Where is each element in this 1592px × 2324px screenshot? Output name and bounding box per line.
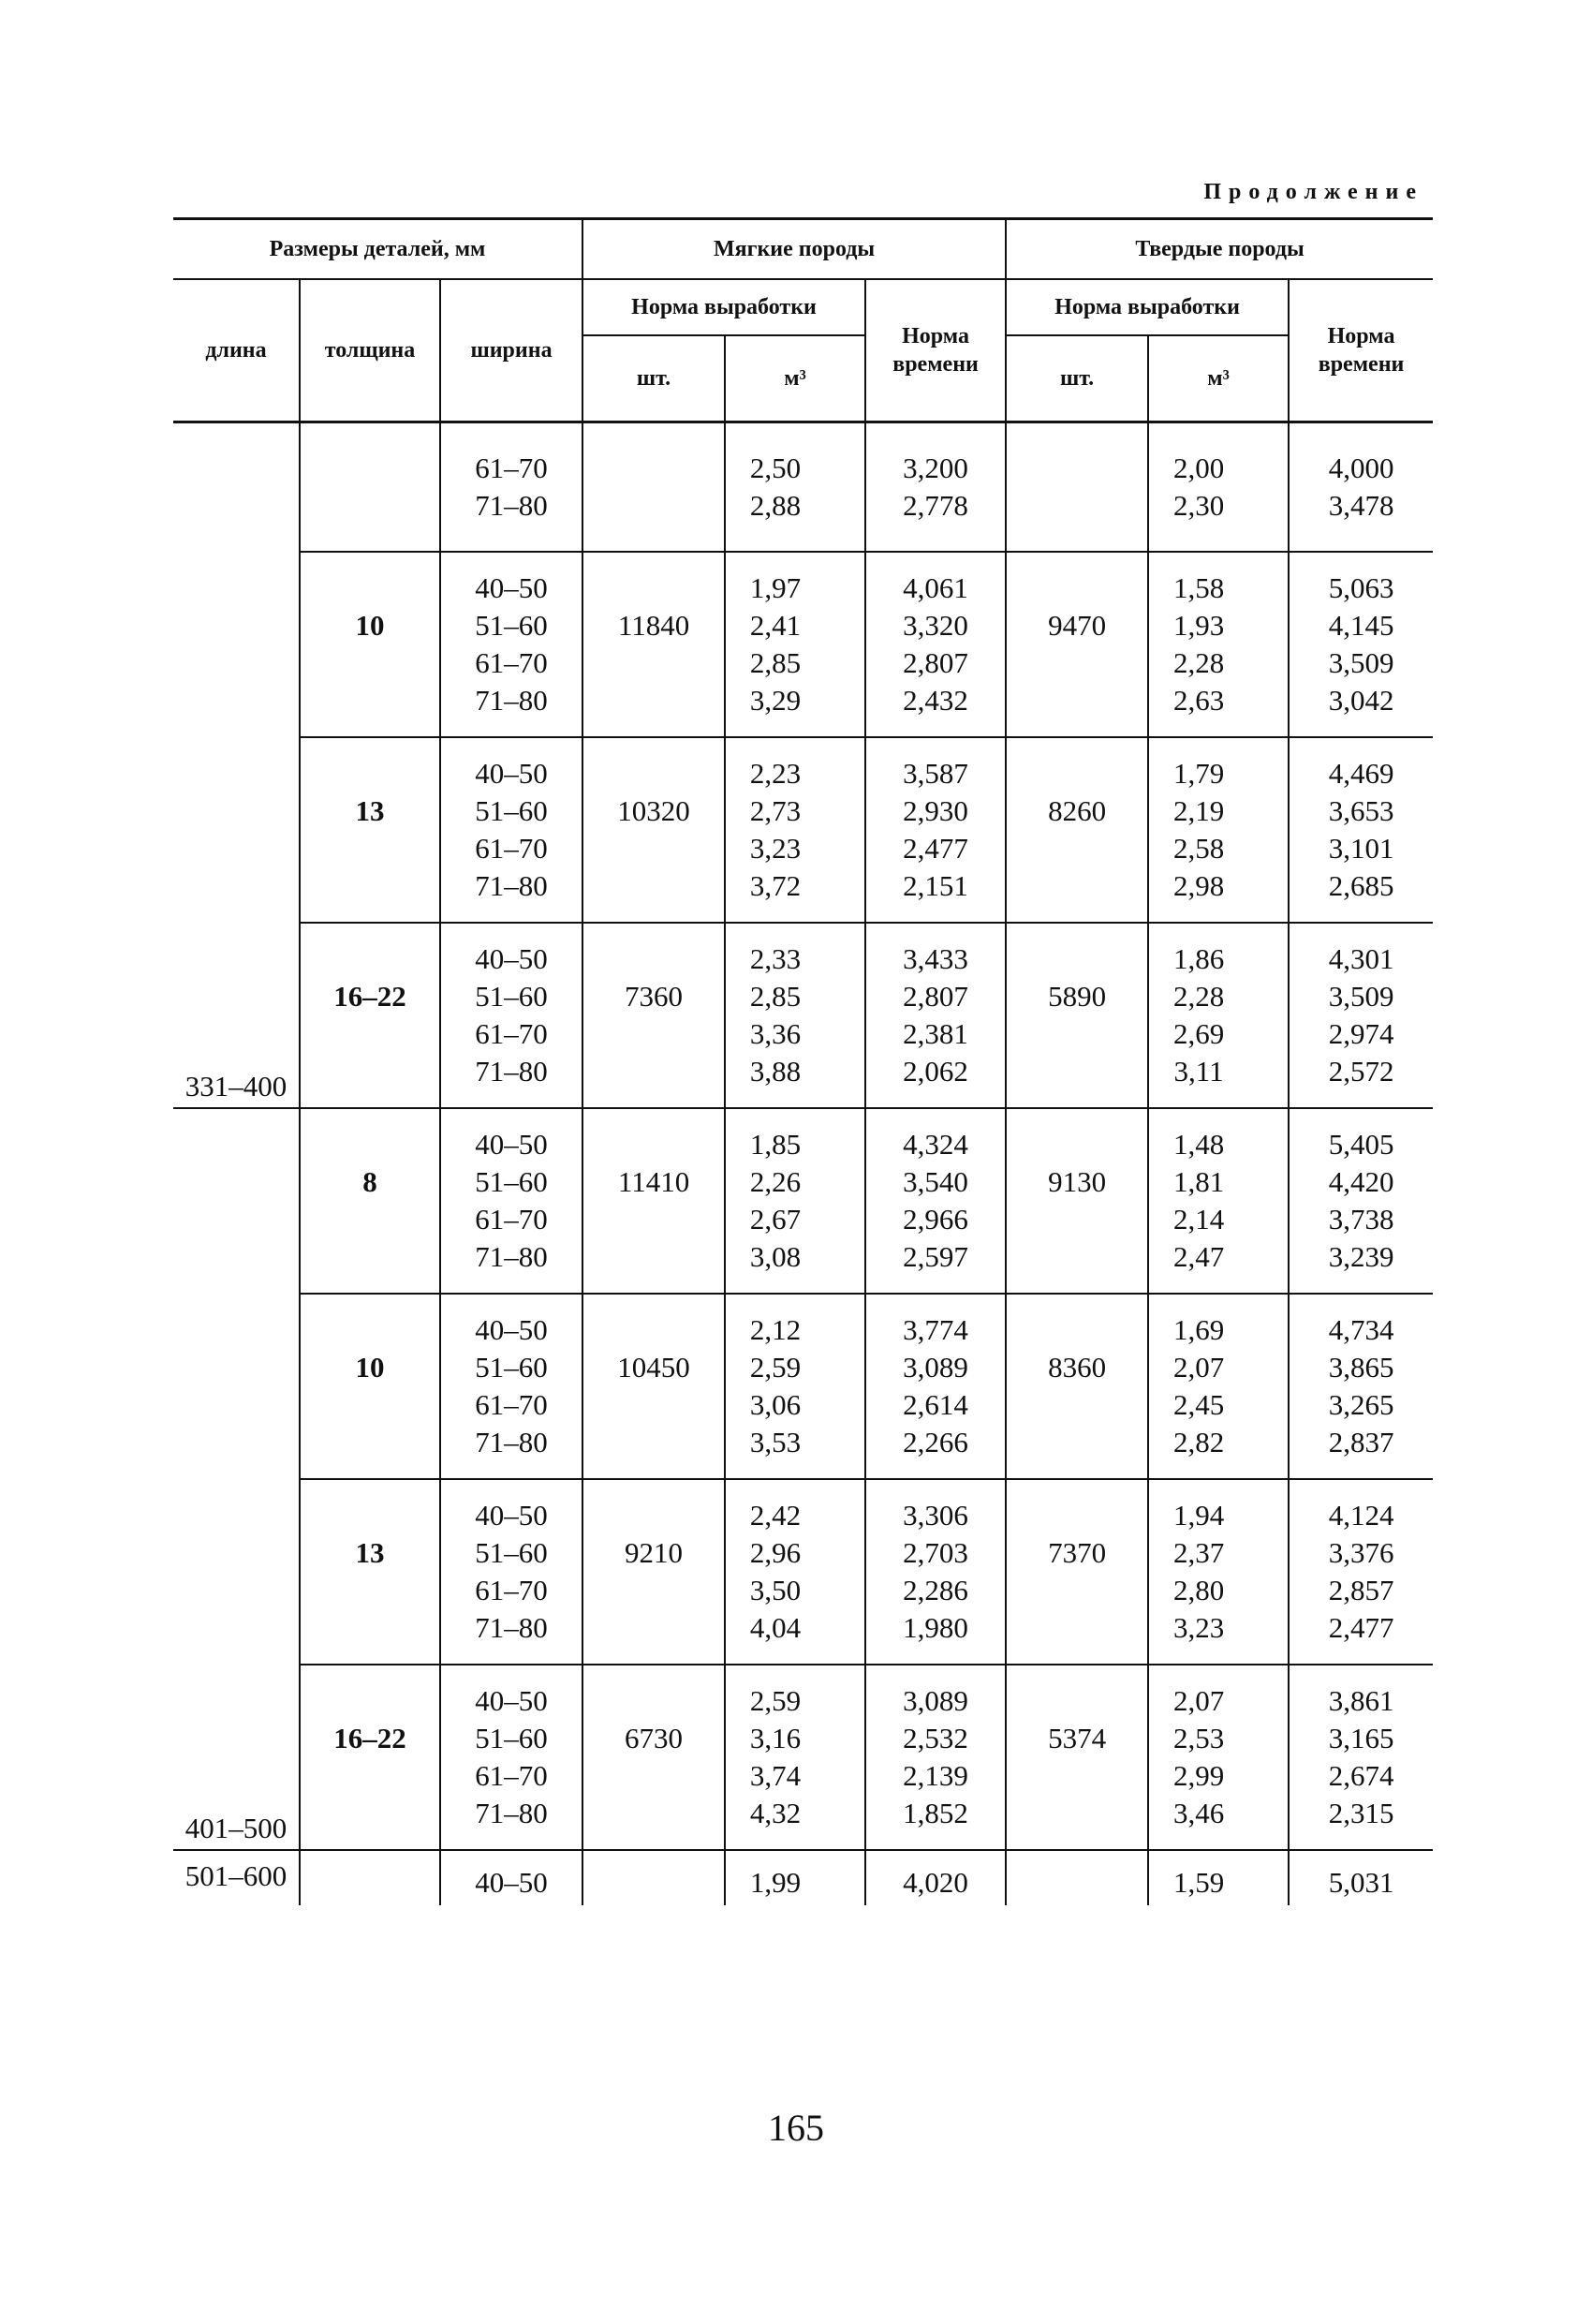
soft-m3-value: 2,96	[749, 1536, 802, 1569]
soft-time-cell	[865, 1850, 1006, 1905]
soft-m3-value: 3,88	[749, 1055, 802, 1088]
width-value: 71–80	[475, 1611, 548, 1644]
hard-time-value: 3,861	[1328, 1684, 1394, 1717]
hard-m3-cell	[1148, 552, 1289, 737]
width-value: 51–60	[475, 1165, 548, 1198]
soft-time-value: 4,324	[903, 1128, 968, 1161]
table-row	[173, 1665, 1433, 1850]
hard-m3-value: 2,19	[1172, 794, 1225, 827]
hard-time-value: 3,509	[1328, 646, 1394, 679]
hard-time-value: 3,376	[1328, 1536, 1394, 1569]
thickness-cell: 13	[300, 737, 440, 923]
width-value: 71–80	[475, 1240, 548, 1273]
soft-time-value: 3,089	[903, 1684, 968, 1717]
width-value: 61–70	[475, 1574, 548, 1606]
soft-pcs-cell: 6730	[582, 1665, 725, 1850]
soft-m3-value: 2,85	[749, 980, 802, 1013]
hard-time-norm-header: Норма времени	[1289, 279, 1433, 422]
soft-time-value: 3,774	[903, 1313, 968, 1346]
table-row	[173, 1850, 1433, 1905]
soft-m3-cell	[725, 1108, 865, 1294]
thickness-header: толщина	[300, 279, 440, 422]
width-value: 51–60	[475, 794, 548, 827]
length-cell: 401–500	[173, 1108, 300, 1850]
soft-m3-value: 1,99	[749, 1866, 802, 1899]
width-value: 71–80	[475, 1797, 548, 1829]
soft-time-value: 2,266	[903, 1426, 968, 1458]
hard-time-value: 2,572	[1328, 1055, 1394, 1088]
soft-time-cell	[865, 1665, 1006, 1850]
hard-pcs-cell	[1006, 1850, 1148, 1905]
hard-time-value: 5,063	[1328, 571, 1394, 604]
soft-time-cell	[865, 1479, 1006, 1665]
soft-time-value: 1,852	[903, 1797, 968, 1829]
soft-time-value: 1,980	[903, 1611, 968, 1644]
width-value: 71–80	[475, 489, 548, 522]
hard-m3-cell	[1148, 923, 1289, 1108]
length-header: длина	[205, 338, 267, 363]
soft-m3-value: 2,26	[749, 1165, 802, 1198]
hard-m3-value: 2,28	[1172, 980, 1225, 1013]
soft-m3-value: 3,53	[749, 1426, 802, 1458]
width-value: 71–80	[475, 1055, 548, 1088]
soft-m3-value: 4,04	[749, 1611, 802, 1644]
soft-pcs-cell: 10450	[582, 1294, 725, 1479]
thickness-cell: 13	[300, 1479, 440, 1665]
soft-m3-value: 1,85	[749, 1128, 802, 1161]
hard-time-cell	[1289, 1294, 1433, 1479]
hard-pcs-cell: 8260	[1006, 737, 1148, 923]
width-value: 40–50	[475, 1128, 548, 1161]
width-value: 61–70	[475, 1759, 548, 1792]
hard-m3-value: 1,94	[1172, 1499, 1225, 1532]
hard-time-value: 2,857	[1328, 1574, 1394, 1606]
soft-time-cell	[865, 422, 1006, 553]
soft-m3-value: 3,08	[749, 1240, 802, 1273]
hard-time-cell	[1289, 737, 1433, 923]
soft-m3-value: 2,33	[749, 942, 802, 975]
soft-time-norm-header: Норма времени	[865, 279, 1006, 422]
hard-time-value: 3,509	[1328, 980, 1394, 1013]
soft-pcs-cell: 11840	[582, 552, 725, 737]
soft-m3-value: 4,32	[749, 1797, 802, 1829]
hard-time-value: 2,674	[1328, 1759, 1394, 1792]
width-cell	[440, 552, 582, 737]
hard-m3-header: м³	[1148, 335, 1289, 422]
soft-pcs-cell: 11410	[582, 1108, 725, 1294]
length-cell: 501–600	[184, 1859, 287, 1892]
hard-m3-value: 1,93	[1172, 609, 1225, 642]
width-value: 61–70	[475, 1203, 548, 1236]
hard-group-header: Твердые породы	[1006, 219, 1433, 280]
hard-m3-cell	[1148, 1850, 1289, 1905]
hard-time-cell	[1289, 1108, 1433, 1294]
soft-m3-header: м³	[725, 335, 865, 422]
soft-m3-value: 3,36	[749, 1017, 802, 1050]
hard-m3-value: 2,07	[1172, 1351, 1225, 1384]
width-value: 51–60	[475, 1722, 548, 1754]
thickness-cell: 10	[300, 1294, 440, 1479]
hard-time-value: 4,301	[1328, 942, 1394, 975]
page-number: 165	[768, 2107, 824, 2149]
width-value: 61–70	[475, 451, 548, 484]
hard-m3-value: 2,80	[1172, 1574, 1225, 1606]
soft-m3-value: 3,50	[749, 1574, 802, 1606]
norms-table-body	[173, 422, 1433, 1906]
width-value: 40–50	[475, 1499, 548, 1532]
soft-m3-value: 3,29	[749, 684, 802, 717]
soft-time-cell	[865, 552, 1006, 737]
hard-pcs-cell: 9470	[1006, 552, 1148, 737]
hard-time-value: 2,837	[1328, 1426, 1394, 1458]
hard-m3-value: 2,63	[1172, 684, 1225, 717]
soft-m3-value: 2,50	[749, 451, 802, 484]
hard-pcs-cell: 5890	[1006, 923, 1148, 1108]
soft-time-value: 3,306	[903, 1499, 968, 1532]
hard-m3-value: 1,48	[1172, 1128, 1225, 1161]
soft-output-norm-header: Норма выработки	[582, 279, 865, 335]
hard-m3-value: 3,11	[1173, 1055, 1224, 1088]
hard-m3-value: 2,53	[1172, 1722, 1225, 1754]
hard-m3-value: 2,58	[1172, 832, 1225, 865]
width-value: 71–80	[475, 869, 548, 902]
width-cell	[440, 923, 582, 1108]
width-cell	[440, 1665, 582, 1850]
hard-time-value: 3,239	[1328, 1240, 1394, 1273]
table-row	[173, 1294, 1433, 1479]
hard-m3-value: 1,79	[1172, 757, 1225, 790]
soft-time-value: 4,020	[903, 1866, 968, 1899]
width-value: 51–60	[475, 980, 548, 1013]
width-cell	[440, 1108, 582, 1294]
soft-m3-value: 3,06	[749, 1388, 802, 1421]
hard-time-value: 4,000	[1328, 451, 1394, 484]
width-header: ширина	[440, 279, 582, 422]
hard-time-value: 3,653	[1328, 794, 1394, 827]
hard-time-value: 2,974	[1328, 1017, 1394, 1050]
hard-m3-cell	[1148, 1665, 1289, 1850]
width-value: 51–60	[475, 1351, 548, 1384]
hard-time-value: 3,478	[1328, 489, 1394, 522]
width-cell	[440, 1850, 582, 1905]
hard-time-value: 5,031	[1328, 1866, 1394, 1899]
thickness-cell: 8	[300, 1108, 440, 1294]
soft-time-value: 2,381	[903, 1017, 968, 1050]
soft-time-cell	[865, 923, 1006, 1108]
soft-time-value: 2,151	[903, 869, 968, 902]
hard-m3-value: 2,45	[1172, 1388, 1225, 1421]
length-cell: 331–400	[173, 422, 300, 1109]
soft-m3-value: 3,16	[749, 1722, 802, 1754]
table-row	[173, 1108, 1433, 1294]
soft-m3-value: 3,23	[749, 832, 802, 865]
table-row	[173, 923, 1433, 1108]
soft-m3-cell	[725, 1479, 865, 1665]
soft-m3-value: 3,72	[749, 869, 802, 902]
hard-time-value: 5,405	[1328, 1128, 1394, 1161]
hard-time-value: 4,469	[1328, 757, 1394, 790]
hard-time-value: 3,865	[1328, 1351, 1394, 1384]
width-value: 71–80	[475, 1426, 548, 1458]
width-value: 40–50	[475, 942, 548, 975]
soft-time-value: 3,587	[903, 757, 968, 790]
soft-time-value: 2,966	[903, 1203, 968, 1236]
soft-time-value: 2,062	[903, 1055, 968, 1088]
hard-time-value: 3,042	[1328, 684, 1394, 717]
soft-time-value: 3,433	[903, 942, 968, 975]
width-value: 40–50	[475, 571, 548, 604]
width-value: 61–70	[475, 832, 548, 865]
hard-time-value: 2,685	[1328, 869, 1394, 902]
soft-time-value: 2,477	[903, 832, 968, 865]
width-value: 40–50	[475, 757, 548, 790]
hard-m3-value: 2,14	[1172, 1203, 1225, 1236]
width-value: 51–60	[475, 609, 548, 642]
thickness-cell: 16–22	[300, 1665, 440, 1850]
table-row	[173, 552, 1433, 737]
thickness-cell: 16–22	[300, 923, 440, 1108]
width-cell	[440, 1294, 582, 1479]
soft-time-value: 3,320	[903, 609, 968, 642]
width-value: 40–50	[475, 1684, 548, 1717]
thickness-cell	[300, 422, 440, 553]
soft-m3-value: 1,97	[749, 571, 802, 604]
width-value: 40–50	[475, 1313, 548, 1346]
soft-time-cell	[865, 1294, 1006, 1479]
soft-m3-cell	[725, 1665, 865, 1850]
width-value: 61–70	[475, 646, 548, 679]
soft-m3-value: 2,42	[749, 1499, 802, 1532]
hard-time-value: 3,165	[1328, 1722, 1394, 1754]
soft-time-value: 3,540	[903, 1165, 968, 1198]
soft-m3-value: 2,67	[749, 1203, 802, 1236]
table-row	[173, 1479, 1433, 1665]
width-cell	[440, 1479, 582, 1665]
soft-pcs-header: шт.	[582, 335, 725, 422]
soft-pcs-cell	[582, 422, 725, 553]
soft-m3-cell	[725, 552, 865, 737]
hard-m3-cell	[1148, 1108, 1289, 1294]
soft-time-value: 2,432	[903, 684, 968, 717]
hard-time-value: 3,265	[1328, 1388, 1394, 1421]
thickness-cell	[300, 1850, 440, 1905]
hard-m3-value: 2,82	[1172, 1426, 1225, 1458]
width-value: 61–70	[475, 1017, 548, 1050]
hard-m3-value: 2,28	[1172, 646, 1225, 679]
width-value: 61–70	[475, 1388, 548, 1421]
width-cell	[440, 737, 582, 923]
soft-pcs-cell: 10320	[582, 737, 725, 923]
table-row	[173, 737, 1433, 923]
soft-time-value: 2,778	[903, 489, 968, 522]
hard-m3-cell	[1148, 737, 1289, 923]
soft-m3-value: 2,85	[749, 646, 802, 679]
hard-m3-value: 3,46	[1172, 1797, 1225, 1829]
hard-m3-value: 2,37	[1172, 1536, 1225, 1569]
soft-time-value: 2,703	[903, 1536, 968, 1569]
soft-m3-value: 2,88	[749, 489, 802, 522]
hard-m3-value: 2,30	[1172, 489, 1225, 522]
hard-time-cell	[1289, 923, 1433, 1108]
hard-m3-cell	[1148, 1294, 1289, 1479]
hard-m3-value: 1,69	[1172, 1313, 1225, 1346]
hard-m3-value: 1,81	[1172, 1165, 1225, 1198]
soft-m3-cell	[725, 1850, 865, 1905]
hard-m3-value: 2,99	[1172, 1759, 1225, 1792]
sizes-group-header: Размеры деталей, мм	[173, 219, 582, 280]
hard-time-cell	[1289, 552, 1433, 737]
width-value: 40–50	[475, 1866, 548, 1899]
hard-m3-value: 2,98	[1172, 869, 1225, 902]
hard-time-value: 4,420	[1328, 1165, 1394, 1198]
hard-time-value: 3,738	[1328, 1203, 1394, 1236]
soft-time-value: 3,200	[903, 451, 968, 484]
soft-m3-value: 2,59	[749, 1351, 802, 1384]
soft-time-value: 2,807	[903, 646, 968, 679]
hard-m3-value: 2,07	[1172, 1684, 1225, 1717]
hard-time-value: 3,101	[1328, 832, 1394, 865]
soft-group-header: Мягкие породы	[582, 219, 1006, 280]
soft-m3-cell	[725, 1294, 865, 1479]
soft-time-value: 2,532	[903, 1722, 968, 1754]
soft-time-value: 2,286	[903, 1574, 968, 1606]
soft-m3-cell	[725, 737, 865, 923]
soft-pcs-cell	[582, 1850, 725, 1905]
hard-m3-value: 1,86	[1172, 942, 1225, 975]
width-cell	[440, 422, 582, 553]
hard-time-value: 4,124	[1328, 1499, 1394, 1532]
soft-m3-value: 2,59	[749, 1684, 802, 1717]
norms-table	[173, 217, 1433, 1905]
soft-m3-value: 2,73	[749, 794, 802, 827]
hard-m3-value: 3,23	[1172, 1611, 1225, 1644]
soft-time-value: 2,614	[903, 1388, 968, 1421]
soft-time-value: 3,089	[903, 1351, 968, 1384]
hard-pcs-cell: 9130	[1006, 1108, 1148, 1294]
hard-time-cell	[1289, 1479, 1433, 1665]
hard-time-value: 4,145	[1328, 609, 1394, 642]
width-value: 51–60	[475, 1536, 548, 1569]
hard-m3-value: 2,47	[1172, 1240, 1225, 1273]
soft-m3-cell	[725, 422, 865, 553]
hard-m3-value: 2,00	[1172, 451, 1225, 484]
soft-m3-value: 2,12	[749, 1313, 802, 1346]
table-row	[173, 422, 1433, 553]
soft-m3-value: 2,23	[749, 757, 802, 790]
hard-m3-value: 1,59	[1172, 1866, 1225, 1899]
hard-m3-cell	[1148, 422, 1289, 553]
hard-time-cell	[1289, 1850, 1433, 1905]
hard-time-value: 4,734	[1328, 1313, 1394, 1346]
thickness-cell: 10	[300, 552, 440, 737]
soft-m3-value: 3,74	[749, 1759, 802, 1792]
hard-output-norm-header: Норма выработки	[1006, 279, 1289, 335]
hard-pcs-cell: 8360	[1006, 1294, 1148, 1479]
soft-m3-value: 2,41	[749, 609, 802, 642]
soft-pcs-cell: 9210	[582, 1479, 725, 1665]
hard-m3-value: 2,69	[1172, 1017, 1225, 1050]
soft-time-value: 2,139	[903, 1759, 968, 1792]
soft-pcs-cell: 7360	[582, 923, 725, 1108]
hard-m3-cell	[1148, 1479, 1289, 1665]
hard-pcs-cell: 5374	[1006, 1665, 1148, 1850]
soft-time-cell	[865, 737, 1006, 923]
soft-time-value: 2,930	[903, 794, 968, 827]
soft-time-value: 4,061	[903, 571, 968, 604]
hard-time-value: 2,315	[1328, 1797, 1394, 1829]
hard-pcs-header: шт.	[1006, 335, 1148, 422]
continuation-note: Продолжение	[1203, 180, 1423, 204]
hard-pcs-cell	[1006, 422, 1148, 553]
soft-time-value: 2,597	[903, 1240, 968, 1273]
hard-m3-value: 1,58	[1172, 571, 1225, 604]
hard-pcs-cell: 7370	[1006, 1479, 1148, 1665]
hard-time-cell	[1289, 422, 1433, 553]
hard-time-value: 2,477	[1328, 1611, 1394, 1644]
soft-time-cell	[865, 1108, 1006, 1294]
hard-time-cell	[1289, 1665, 1433, 1850]
soft-time-value: 2,807	[903, 980, 968, 1013]
soft-m3-cell	[725, 923, 865, 1108]
width-value: 71–80	[475, 684, 548, 717]
